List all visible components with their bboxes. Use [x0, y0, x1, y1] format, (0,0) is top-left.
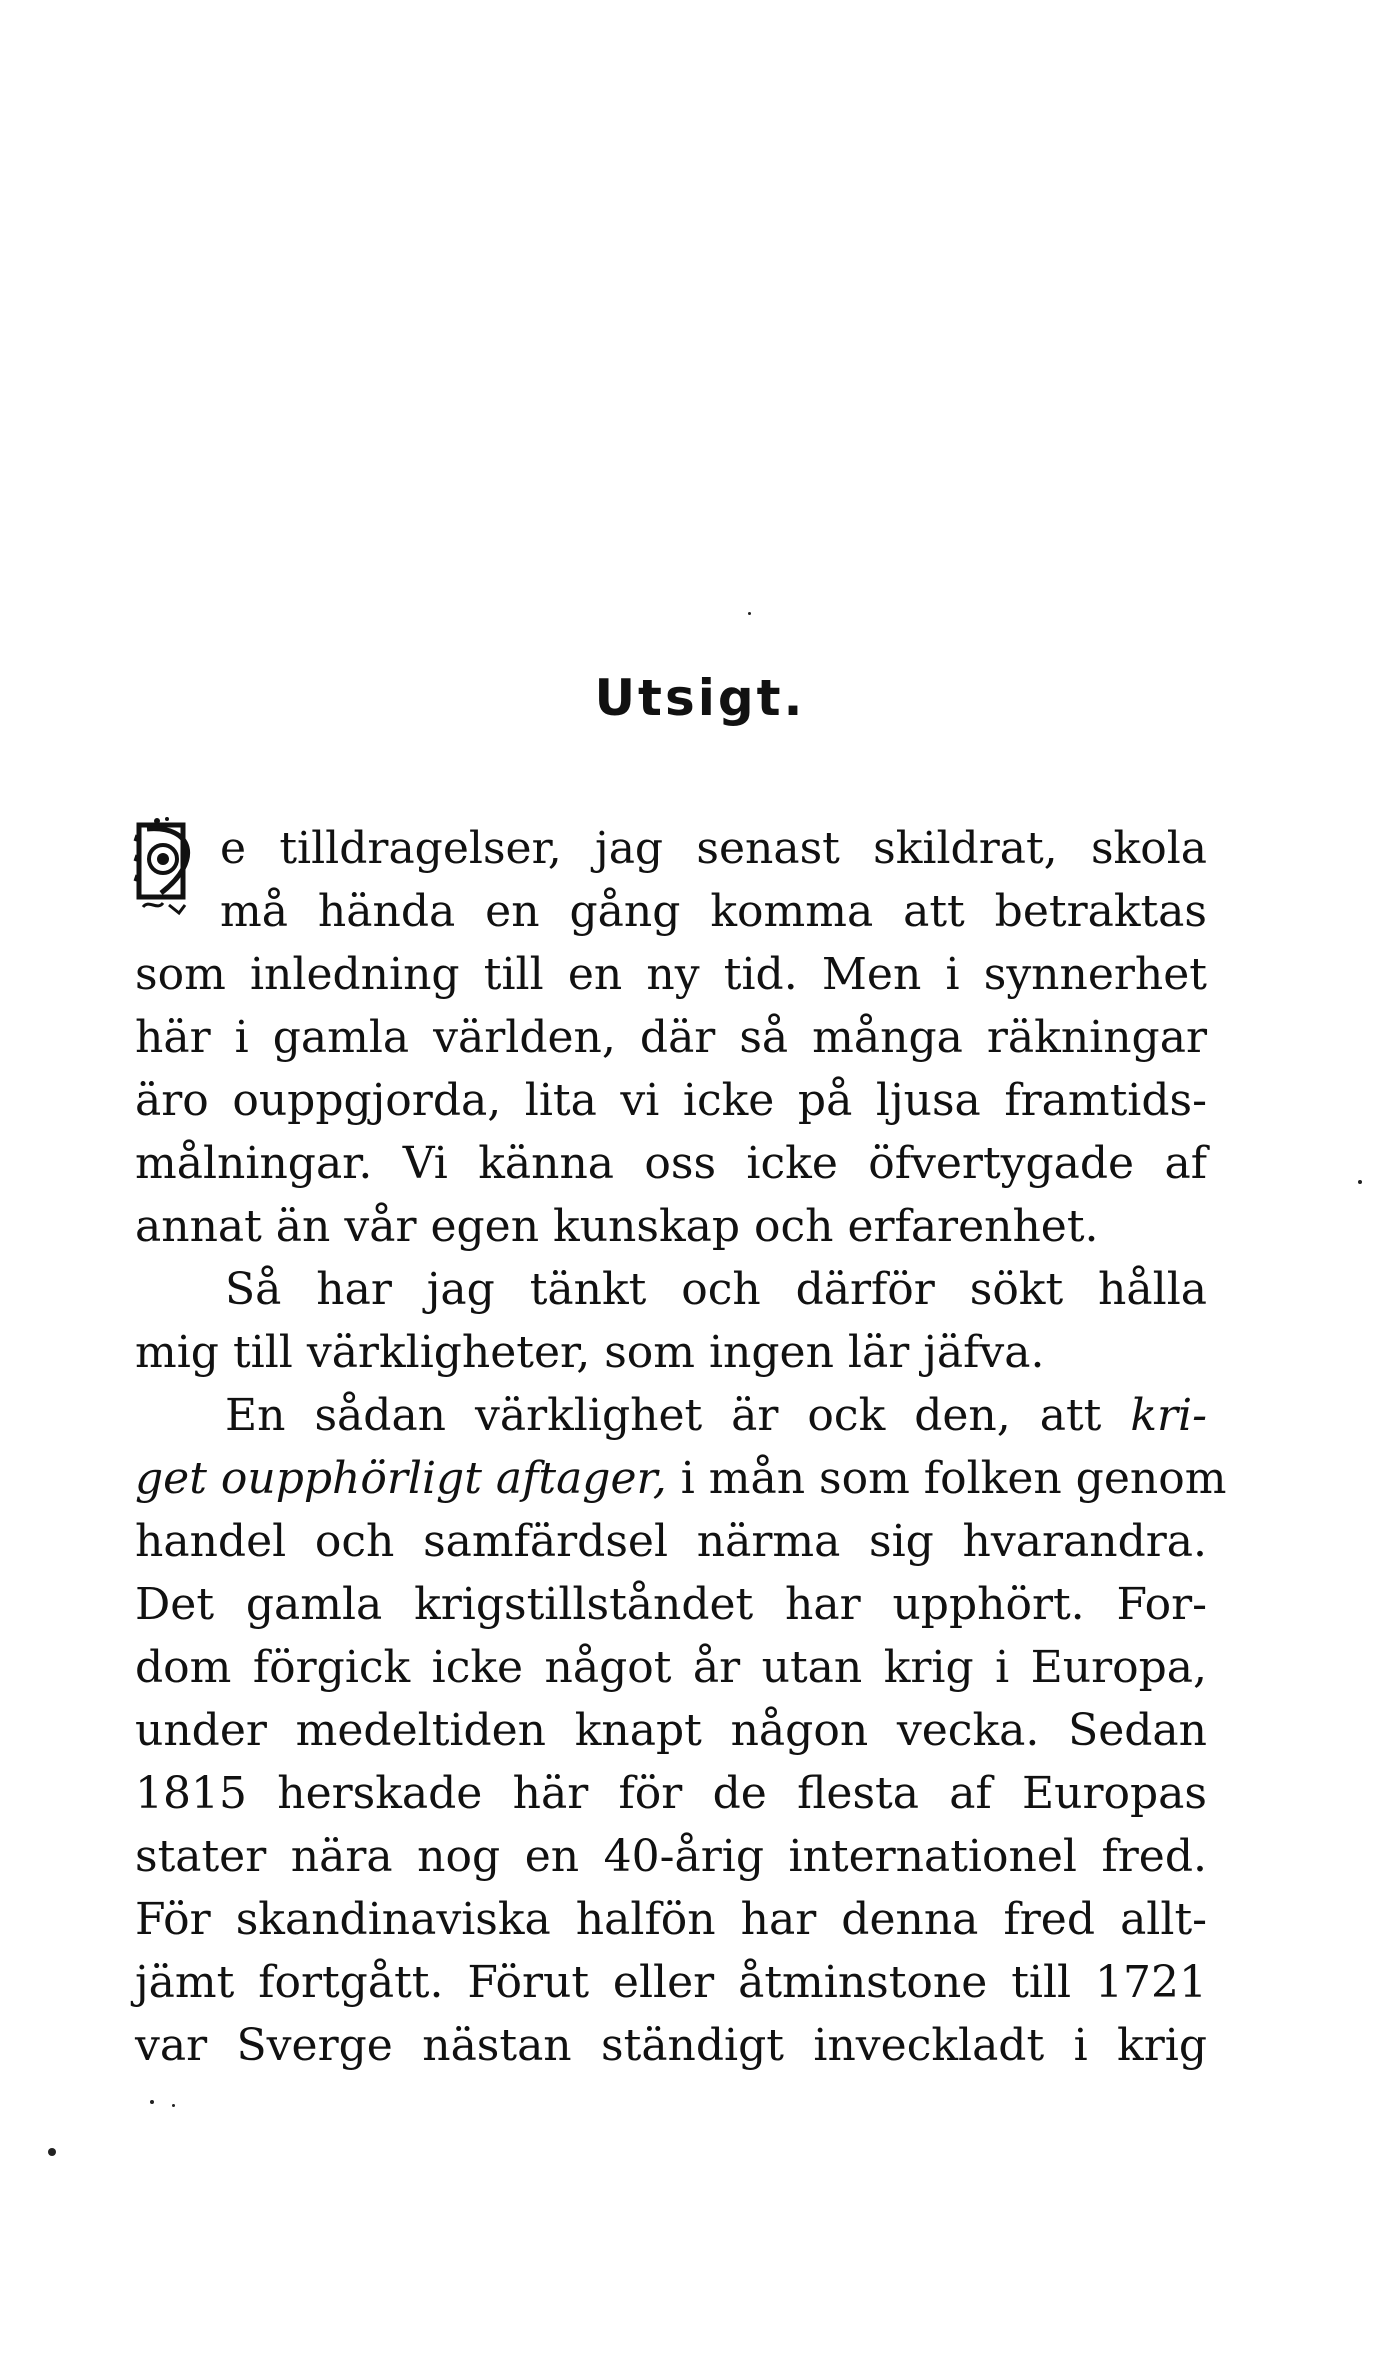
- body-paragraphs: [135, 817, 1227, 2077]
- text-line: målningar. Vi känna oss icke öfvertygade af: [135, 1138, 1207, 1189]
- text-line: En sådan värklighet är ock den, att kri-: [225, 1390, 1207, 1441]
- scan-speck: [172, 2104, 175, 2107]
- text-line: som inledning till en ny tid. Men i synnerhet: [135, 949, 1207, 1000]
- text-line: under medeltiden knapt någon vecka. Sedan: [135, 1705, 1207, 1756]
- scan-speck: [1358, 1180, 1362, 1184]
- text-line: stater nära nog en 40-årig internationel fred.: [135, 1831, 1207, 1882]
- text-line: get oupphörligt aftager, i mån som folken genom: [135, 1453, 1227, 1504]
- text-line: äro ouppgjorda, lita vi icke på ljusa framtids-: [135, 1075, 1207, 1126]
- text-line: mig till värkligheter, som ingen lär jäfva.: [135, 1327, 1045, 1378]
- chapter-title: Utsigt.: [594, 669, 806, 727]
- text-line: annat än vår egen kunskap och erfarenhet.: [135, 1201, 1099, 1252]
- text-line: var Sverge nästan ständigt inveckladt i krig: [135, 2020, 1207, 2071]
- text-line: Så har jag tänkt och därför sökt hålla: [225, 1264, 1207, 1315]
- scan-speck: [150, 2100, 154, 2104]
- text-line: dom förgick icke något år utan krig i Europa,: [135, 1642, 1207, 1693]
- scan-speck: [748, 612, 751, 615]
- italic-emphasis: kri-: [1130, 1390, 1207, 1441]
- text-line: För skandinaviska halfön har denna fred allt-: [135, 1894, 1207, 1945]
- text-line: e tilldragelser, jag senast skildrat, skola: [220, 823, 1207, 874]
- text-line: Det gamla krigstillståndet har upphört. For-: [135, 1579, 1207, 1630]
- scan-speck: [48, 2148, 56, 2156]
- text-line: må hända en gång komma att betraktas: [220, 886, 1207, 937]
- italic-emphasis: get oupphörligt aftager,: [135, 1453, 667, 1504]
- text-line: 1815 herskade här för de flesta af Europas: [135, 1768, 1207, 1819]
- text-line: här i gamla världen, där så många räkningar: [135, 1012, 1207, 1063]
- text-line: handel och samfärdsel närma sig hvarandra.: [135, 1516, 1207, 1567]
- text-line: jämt fortgått. Förut eller åtminstone till 1721: [135, 1957, 1207, 2008]
